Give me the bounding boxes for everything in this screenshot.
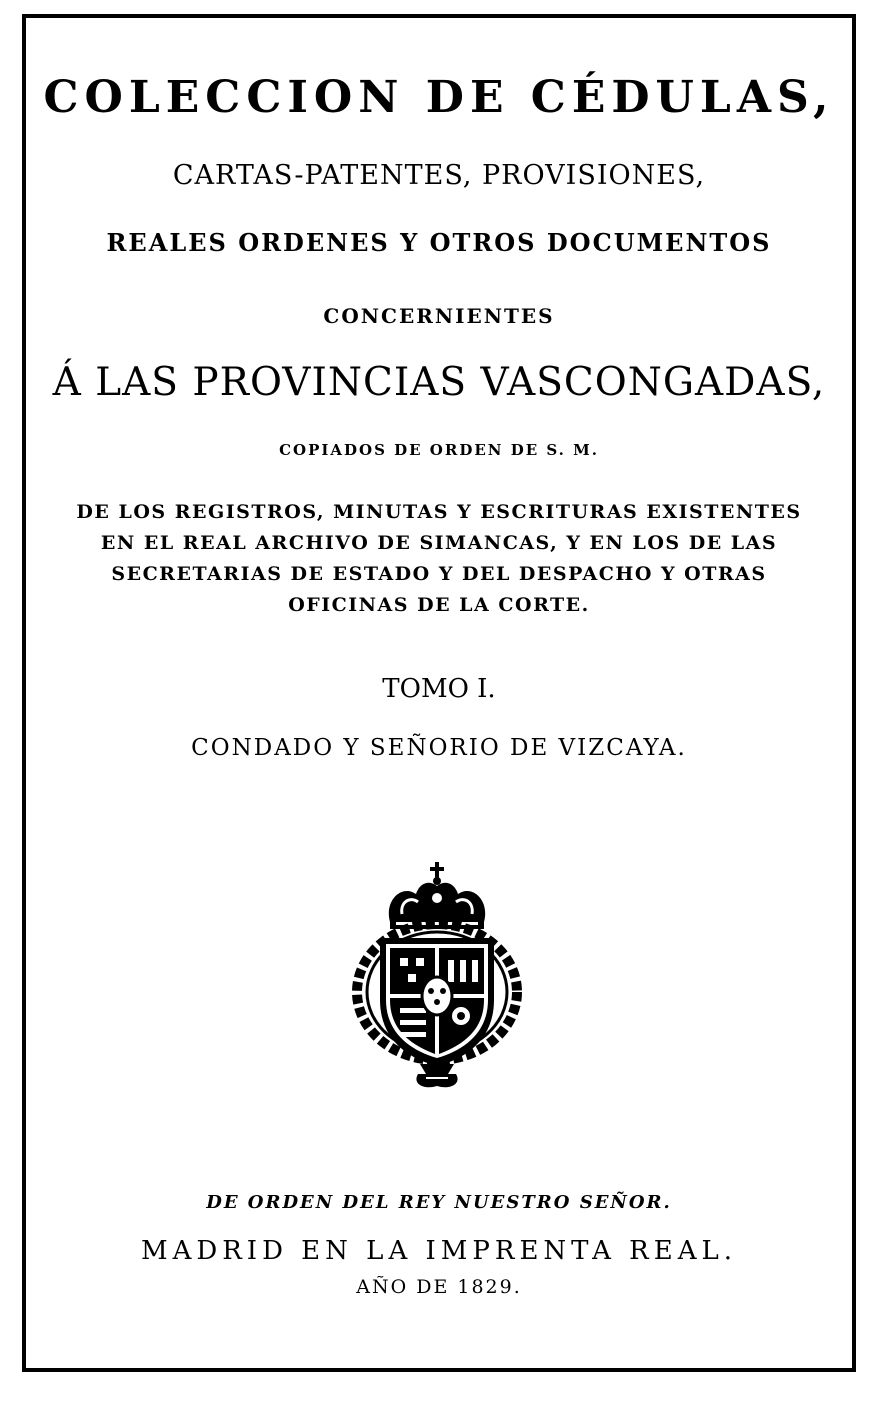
registers-line: OFICINAS DE LA CORTE. (288, 594, 590, 616)
royal-order-line: DE ORDEN DEL REY NUESTRO SEÑOR. (206, 1192, 672, 1213)
printer-imprint: MADRID EN LA IMPRENTA REAL. (140, 1236, 738, 1266)
provinces-heading: Á LAS PROVINCIAS VASCONGADAS, (52, 360, 826, 405)
subtitle-reales-ordenes: REALES ORDENES Y OTROS DOCUMENTOS (106, 228, 772, 257)
volume-number: TOMO I. (382, 674, 496, 704)
royal-coat-of-arms-icon (350, 860, 524, 1092)
registers-paragraph (22, 497, 856, 621)
registers-line: EN EL REAL ARCHIVO DE SIMANCAS, Y EN LOS DE LAS (100, 532, 778, 554)
main-title: COLECCION DE CÉDULAS, (43, 72, 835, 123)
publication-year: AÑO DE 1829. (356, 1276, 522, 1298)
subtitle-concernientes: CONCERNIENTES (323, 304, 555, 328)
subtitle-cartas-patentes: CARTAS-PATENTES, PROVISIONES, (172, 160, 706, 191)
copied-by-order: COPIADOS DE ORDEN DE S. M. (279, 441, 599, 459)
registers-line: DE LOS REGISTROS, MINUTAS Y ESCRITURAS EXISTENTES (76, 501, 802, 523)
registers-line: SECRETARIAS DE ESTADO Y DEL DESPACHO Y OTRAS (111, 563, 767, 585)
county-heading: CONDADO Y SEÑORIO DE VIZCAYA. (191, 735, 687, 761)
